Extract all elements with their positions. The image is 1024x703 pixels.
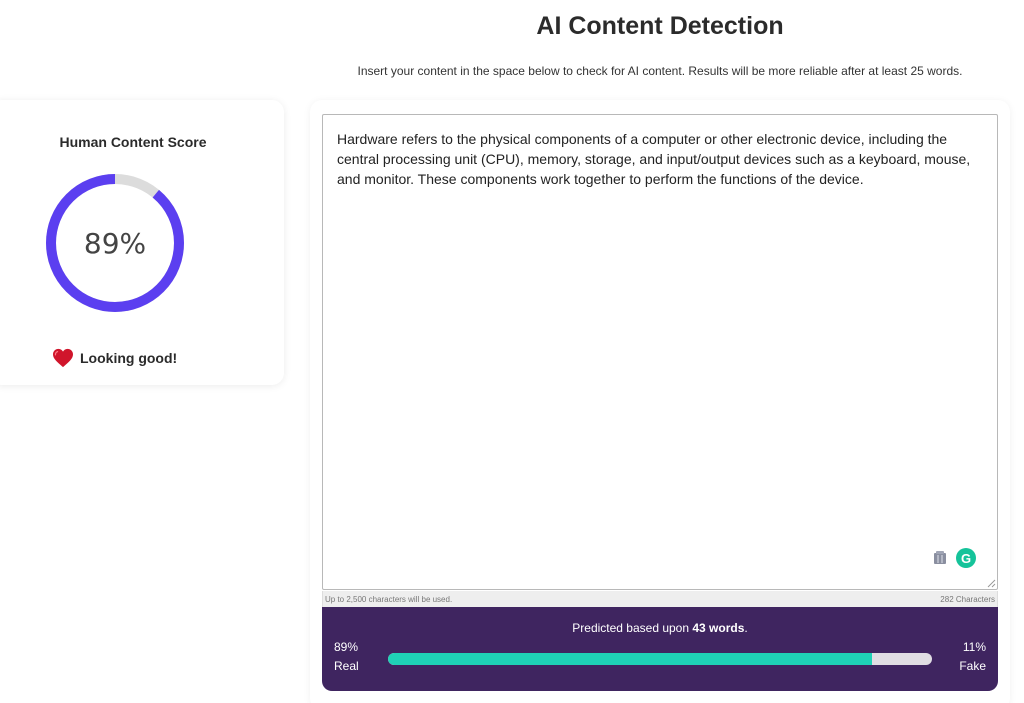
char-info-bar xyxy=(322,591,998,607)
fake-percentage: 11% xyxy=(962,640,986,654)
score-card xyxy=(0,100,284,385)
grammarly-icon[interactable]: G xyxy=(956,548,976,568)
char-count: 282 Characters xyxy=(940,594,995,604)
fake-label: Fake xyxy=(959,659,986,673)
predicted-words: 43 words xyxy=(692,621,745,635)
predicted-text xyxy=(322,621,998,635)
real-percentage: 89% xyxy=(334,640,359,654)
char-limit-note: Up to 2,500 characters will be used. xyxy=(325,594,453,604)
verdict-text: Looking good! xyxy=(80,350,178,366)
real-label: Real xyxy=(334,659,359,673)
content-input[interactable] xyxy=(322,114,998,590)
predicted-prefix: Predicted based upon xyxy=(572,621,693,635)
resize-handle-icon[interactable] xyxy=(986,578,996,588)
page-subtitle: Insert your content in the space below to check for AI content. Results will be more reliable after at least 25 words. xyxy=(357,64,963,78)
grid-icon xyxy=(932,550,948,566)
verdict xyxy=(52,348,177,368)
score-title: Human Content Score xyxy=(59,134,207,150)
predicted-suffix: . xyxy=(744,621,748,635)
score-value: 89% xyxy=(83,226,147,260)
progress-fill xyxy=(388,653,872,665)
heart-icon xyxy=(52,348,74,368)
real-fake-progress xyxy=(388,653,932,665)
extension-icon[interactable] xyxy=(932,550,948,566)
page-title: AI Content Detection xyxy=(536,12,784,40)
result-panel xyxy=(322,607,998,691)
